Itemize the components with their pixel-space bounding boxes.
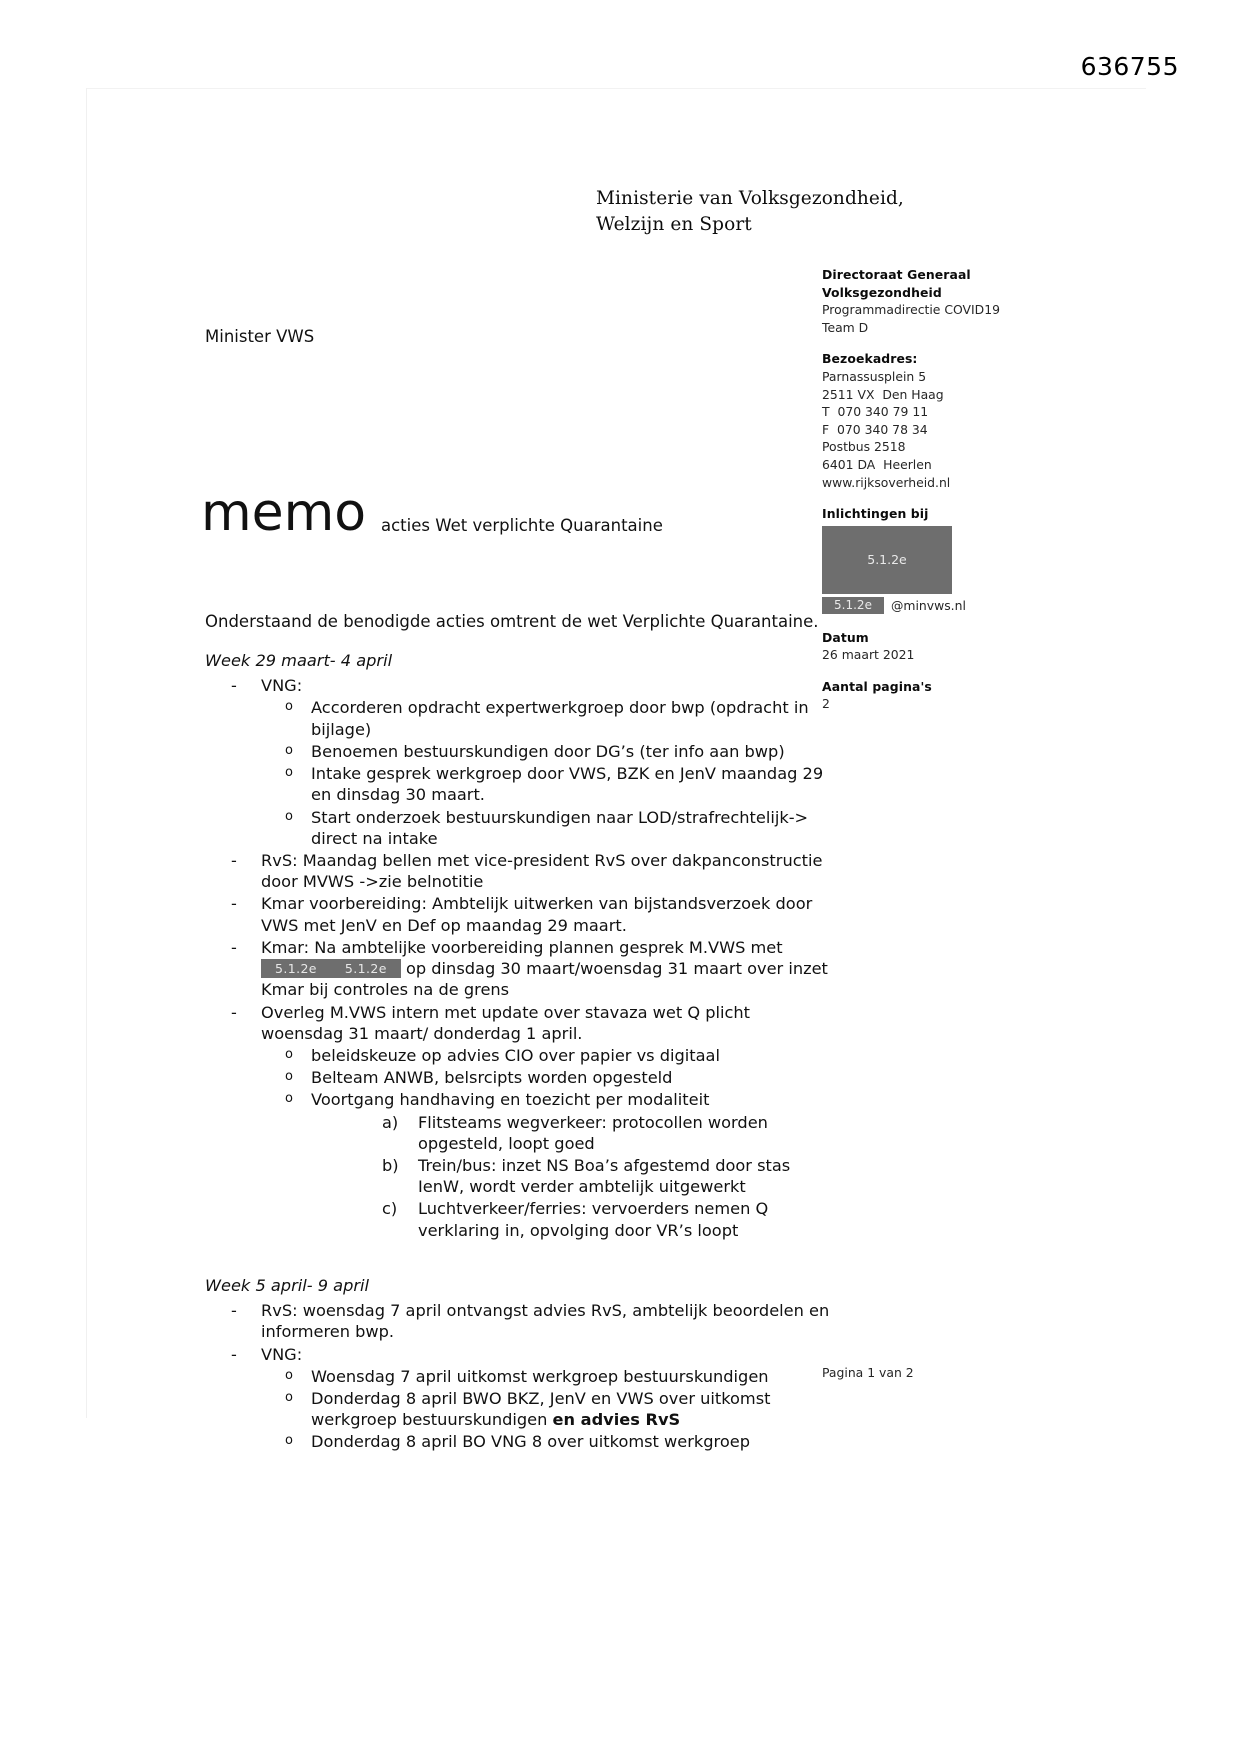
directorate-block	[822, 266, 1022, 336]
week-heading: Week 29 maart- 4 april	[205, 651, 393, 670]
date-block	[822, 629, 1022, 664]
address-city: 2511 VX Den Haag	[822, 386, 944, 402]
page-title: memo	[201, 483, 367, 543]
page-count-value: 2	[822, 696, 830, 712]
contact-sidebar	[822, 266, 1022, 727]
list-item: - VNG:	[225, 1344, 830, 1365]
list-item: o Donderdag 8 april BO VNG 8 over uitkomst werkgroep	[285, 1431, 830, 1452]
list-item: o Belteam ANWB, belsrcipts worden opgesteld	[285, 1067, 830, 1088]
email-domain: @minvws.nl	[891, 597, 966, 613]
list-item: - VNG:	[225, 675, 830, 696]
address-fax: F 070 340 78 34	[822, 421, 928, 437]
email-redaction-box: 5.1.2e	[822, 597, 884, 614]
list-item: - Kmar voorbereiding: Ambtelijk uitwerken van bijstandsverzoek door VWS met JenV en Def op maandag 29 maart.	[225, 893, 830, 935]
list-item: o Voortgang handhaving en toezicht per modaliteit	[285, 1089, 830, 1110]
list-item: - Overleg M.VWS intern met update over stavaza wet Q plicht woensdag 31 maart/ donderdag 1 april.	[225, 1002, 830, 1044]
list-item: o Woensdag 7 april uitkomst werkgroep bestuurskundigen	[285, 1366, 830, 1387]
address-heading: Bezoekadres:	[822, 351, 918, 367]
ministry-masthead	[596, 186, 904, 239]
list-item: - Kmar: Na ambtelijke voorbereiding plannen gesprek M.VWS met 5.1.2e 5.1.2e op dinsdag 30 maart/woensdag 31 maart over inzet Kmar bij controles na de grens	[225, 937, 830, 1001]
inline-redaction: 5.1.2e	[261, 959, 331, 978]
list-item: Trein/bus: inzet NS Boa’s afgestemd door stas IenW, wordt verder ambtelijk uitgewerkt	[418, 1156, 791, 1197]
page-count-heading: Aantal pagina's	[822, 678, 932, 694]
page-edge-top	[86, 88, 1146, 89]
masthead-line-2: Welzijn en Sport	[596, 214, 752, 236]
address-phone: T 070 340 79 11	[822, 404, 929, 420]
list-item: o Intake gesprek werkgroep door VWS, BZK en JenV maandag 29 en dinsdag 30 maart.	[285, 763, 830, 805]
list-item: o Donderdag 8 april BWO BKZ, JenV en VWS over uitkomst werkgroep bestuurskundigen en advies RvS	[285, 1388, 830, 1430]
document-number: 636755	[1080, 52, 1179, 81]
memo-subject: acties Wet verplichte Quarantaine	[381, 516, 663, 535]
contact-email-line	[822, 597, 1022, 615]
action-list	[205, 1300, 830, 1453]
list-item: Flitsteams wegverkeer: protocollen worden opgesteld, loopt goed	[418, 1112, 768, 1153]
directorate-line-1: Directoraat Generaal	[822, 267, 971, 282]
date-heading: Datum	[822, 629, 869, 645]
intro-paragraph: Onderstaand de benodigde acties omtrent de wet Verplichte Quarantaine.	[205, 612, 819, 631]
date-value: 26 maart 2021	[822, 647, 915, 663]
list-item: o Accorderen opdracht expertwerkgroep door bwp (opdracht in bijlage)	[285, 697, 830, 739]
list-item: Luchtverkeer/ferries: vervoerders nemen Q verklaring in, opvolging door VR’s loopt	[418, 1199, 769, 1240]
list-item: o beleidskeuze op advies CIO over papier vs digitaal	[285, 1045, 830, 1066]
inline-redaction: 5.1.2e	[331, 959, 401, 978]
masthead-line-1: Ministerie van Volksgezondheid,	[596, 188, 904, 209]
list-item: o Start onderzoek bestuurskundigen naar LOD/strafrechtelijk-> direct na intake	[285, 807, 830, 849]
address-website: www.rijksoverheid.nl	[822, 474, 951, 490]
visiting-address-block	[822, 350, 1022, 491]
contact-redaction-box: 5.1.2e	[822, 526, 952, 594]
address-street: Parnassusplein 5	[822, 369, 927, 385]
directorate-line-4: Team D	[822, 319, 869, 335]
address-post-city: 6401 DA Heerlen	[822, 457, 932, 473]
action-sublist	[225, 1366, 830, 1453]
addressee: Minister VWS	[205, 327, 315, 346]
page-footer: Pagina 1 van 2	[822, 1365, 914, 1380]
week-heading: Week 5 april- 9 april	[205, 1275, 370, 1295]
contact-heading: Inlichtingen bij	[822, 506, 929, 522]
action-list	[205, 675, 830, 1241]
directorate-line-2: Volksgezondheid	[822, 284, 942, 300]
action-ordered-list	[285, 1112, 830, 1241]
address-postbus: Postbus 2518	[822, 439, 906, 455]
directorate-line-3: Programmadirectie COVID19	[822, 302, 1000, 318]
action-sublist	[225, 697, 830, 849]
page-count-block	[822, 678, 1022, 713]
contact-block	[822, 505, 1022, 614]
memo-body	[205, 650, 830, 1454]
emphasis-text: en advies RvS	[552, 1410, 681, 1430]
action-sublist	[225, 1045, 830, 1241]
list-item: - RvS: woensdag 7 april ontvangst advies RvS, ambtelijk beoordelen en informeren bwp.	[225, 1300, 830, 1342]
list-item: - RvS: Maandag bellen met vice-president RvS over dakpanconstructie door MVWS ->zie belnotitie	[225, 850, 830, 892]
page-edge-left	[86, 88, 87, 1418]
list-item: o Benoemen bestuurskundigen door DG’s (ter info aan bwp)	[285, 741, 830, 762]
